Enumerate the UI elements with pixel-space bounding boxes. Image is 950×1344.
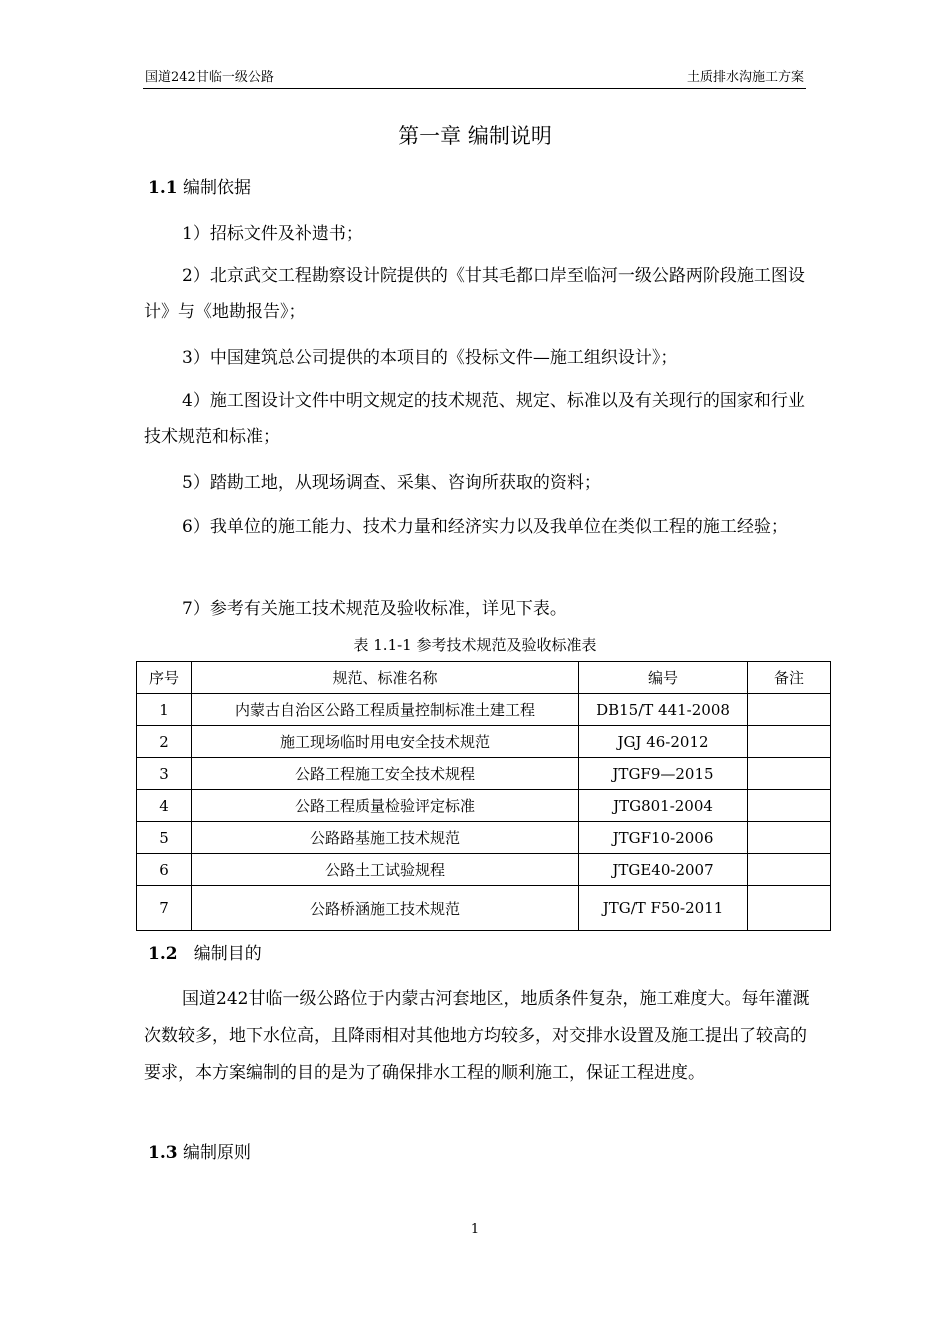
basis-item — [144, 258, 810, 330]
basis-item-text: 2）北京武交工程勘察设计院提供的《甘其毛都口岸至临河一级公路两阶段施工图设计》与《地勘报告》； — [144, 266, 805, 322]
chapter-title: 第一章 编制说明 — [398, 124, 552, 148]
section-title: 编制依据 — [182, 178, 251, 198]
standard-name-cell: 公路工程质量检验评定标准 — [192, 790, 579, 822]
basis-item-text: 1）招标文件及补遗书； — [182, 224, 363, 244]
basis-item — [144, 591, 810, 627]
standard-code-cell: JTGE40-2007 — [579, 854, 748, 886]
remark-cell — [748, 726, 831, 758]
header-cell: 备注 — [748, 662, 831, 694]
purpose-paragraph — [144, 981, 810, 1092]
row-number-cell: 6 — [137, 854, 192, 886]
section-number: 1.1 — [148, 178, 178, 198]
remark-cell — [748, 790, 831, 822]
standard-name-cell: 施工现场临时用电安全技术规范 — [192, 726, 579, 758]
basis-item-text: 7）参考有关施工技术规范及验收标准，详见下表。 — [182, 599, 567, 619]
row-number-cell: 5 — [137, 822, 192, 854]
remark-cell — [748, 694, 831, 726]
section-heading-1-2 — [148, 942, 262, 966]
table-row — [137, 886, 831, 931]
header-cell: 规范、标准名称 — [192, 662, 579, 694]
section-number: 1.2 — [148, 944, 178, 964]
basis-item — [144, 509, 810, 545]
standard-code-cell: JTGF10-2006 — [579, 822, 748, 854]
section-number: 1.3 — [148, 1143, 178, 1163]
basis-item — [144, 216, 810, 252]
header-document-title: 土质排水沟施工方案 — [686, 70, 804, 85]
basis-item-text: 3）中国建筑总公司提供的本项目的《投标文件—施工组织设计》； — [182, 348, 678, 368]
standard-code-cell: JTGF9—2015 — [579, 758, 748, 790]
section-heading-1-1 — [148, 176, 251, 200]
row-number-cell: 2 — [137, 726, 192, 758]
row-number-cell: 7 — [137, 886, 192, 931]
header-cell: 序号 — [137, 662, 192, 694]
row-number-cell: 1 — [137, 694, 192, 726]
row-number-cell: 3 — [137, 758, 192, 790]
basis-item — [144, 465, 810, 501]
table-row — [137, 758, 831, 790]
reference-standards-table — [136, 661, 831, 931]
standard-name-cell: 内蒙古自治区公路工程质量控制标准土建工程 — [192, 694, 579, 726]
table-row — [137, 854, 831, 886]
remark-cell — [748, 758, 831, 790]
remark-cell — [748, 854, 831, 886]
basis-item-text: 5）踏勘工地，从现场调查、采集、咨询所获取的资料； — [182, 473, 601, 493]
standard-name-cell: 公路土工试验规程 — [192, 854, 579, 886]
table-row — [137, 790, 831, 822]
table-row — [137, 726, 831, 758]
standard-name-cell: 公路路基施工技术规范 — [192, 822, 579, 854]
page-header — [143, 70, 806, 89]
standard-code-cell: JTG801-2004 — [579, 790, 748, 822]
header-project-name: 国道242甘临一级公路 — [145, 70, 274, 85]
standard-code-cell: DB15/T 441-2008 — [579, 694, 748, 726]
page-number: 1 — [470, 1222, 480, 1237]
basis-item — [144, 383, 810, 455]
section-title: 编制目的 — [193, 944, 262, 964]
row-number-cell: 4 — [137, 790, 192, 822]
table-row — [137, 694, 831, 726]
table-row — [137, 822, 831, 854]
standard-name-cell: 公路桥涵施工技术规范 — [192, 886, 579, 931]
remark-cell — [748, 886, 831, 931]
purpose-text: 国道242甘临一级公路位于内蒙古河套地区，地质条件复杂，施工难度大。每年灌溉次数较多，地下水位高，且降雨相对其他地方均较多，对交排水设置及施工提出了较高的要求，本方案编制的目的是为了确保排水工程的顺利施工，保证工程进度。 — [144, 989, 810, 1083]
basis-item-text: 4）施工图设计文件中明文规定的技术规范、规定、标准以及有关现行的国家和行业技术规范和标准； — [144, 391, 805, 447]
table-caption: 表 1.1-1 参考技术规范及验收标准表 — [353, 636, 597, 654]
header-cell: 编号 — [579, 662, 748, 694]
remark-cell — [748, 822, 831, 854]
section-title: 编制原则 — [182, 1143, 251, 1163]
basis-item — [144, 340, 810, 376]
section-heading-1-3 — [148, 1141, 251, 1165]
table-header-row — [137, 662, 831, 694]
standard-name-cell: 公路工程施工安全技术规程 — [192, 758, 579, 790]
standard-code-cell: JTG/T F50-2011 — [579, 886, 748, 931]
basis-item-text: 6）我单位的施工能力、技术力量和经济实力以及我单位在类似工程的施工经验； — [182, 517, 788, 537]
standard-code-cell: JGJ 46-2012 — [579, 726, 748, 758]
